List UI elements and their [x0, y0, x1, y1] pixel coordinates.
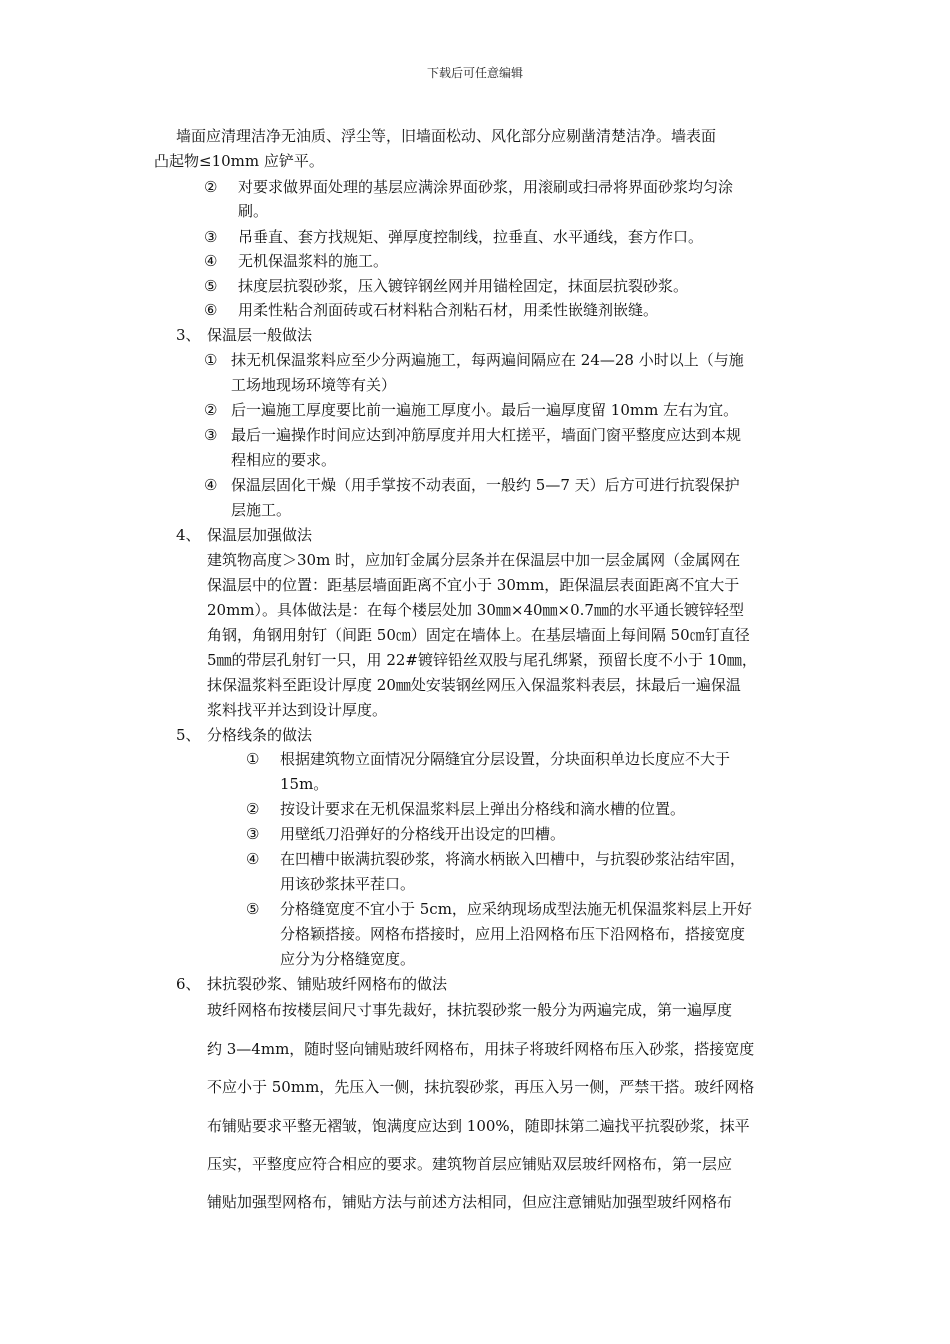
list-item-line: 对要求做界面处理的基层应满涂界面砂浆，用滚刷或扫帚将界面砂浆均匀涂	[238, 178, 734, 196]
paragraph-line: 凸起物≤10mm 应铲平。	[154, 152, 324, 170]
paragraph-line: 玻纤网格布按楼层间尺寸事先裁好，抹抗裂砂浆一般分为两遍完成，第一遍厚度	[207, 1001, 733, 1019]
list-item-line: 抹度层抗裂砂浆，压入镀锌钢丝网并用锚栓固定，抹面层抗裂砂浆。	[238, 277, 689, 295]
list-marker: ⑤	[246, 900, 260, 918]
list-item-line: 15m。	[280, 775, 329, 793]
list-marker: ④	[204, 252, 218, 270]
list-item-line: 用柔性粘合剂面砖或石材料粘合剂粘石材，用柔性嵌缝剂嵌缝。	[238, 301, 659, 319]
list-item-line: 分格缝宽度不宜小于 5cm，应采纳现场成型法施无机保温浆料层上开好	[280, 900, 752, 918]
section-number: 4、	[176, 526, 201, 544]
list-item-line: 刷。	[238, 202, 269, 220]
section-number: 3、	[176, 326, 201, 344]
paragraph-line: 约 3—4mm，随时竖向铺贴玻纤网格布，用抹子将玻纤网格布压入砂浆，搭接宽度	[207, 1040, 755, 1058]
list-item-line: 根据建筑物立面情况分隔缝宜分层设置，分块面积单边长度应不大于	[280, 750, 731, 768]
section-title: 抹抗裂砂浆、铺贴玻纤网格布的做法	[207, 975, 448, 993]
list-item-line: 工场地现场环境等有关）	[231, 376, 397, 394]
paragraph-line: 压实，平整度应符合相应的要求。建筑物首层应铺贴双层玻纤网格布，第一层应	[207, 1155, 733, 1173]
paragraph-line: 保温层中的位置：距基层墙面距离不宜小于 30mm，距保温层表面距离不宜大于	[207, 576, 740, 594]
section-number: 6、	[176, 975, 201, 993]
section-number: 5、	[176, 726, 201, 744]
list-item-line: 层施工。	[231, 501, 292, 519]
paragraph-line: 5㎜的带层孔射钉一只，用 22#镀锌铅丝双股与尾孔绑紧，预留长度不小于 10㎜，	[207, 651, 757, 669]
paragraph-line: 角钢，角钢用射钉（间距 50㎝）固定在墙体上。在基层墙面上每间隔 50㎝钉直径	[207, 626, 750, 644]
list-item-line: 吊垂直、套方找规矩、弹厚度控制线，拉垂直、水平通线，套方作口。	[238, 228, 704, 246]
list-marker: ④	[246, 850, 260, 868]
paragraph-line: 20mm）。具体做法是：在每个楼层处加 30㎜×40㎜×0.7㎜的水平通长镀锌轻型	[207, 601, 744, 619]
list-marker: ③	[204, 426, 218, 444]
list-item-line: 按设计要求在无机保温浆料层上弹出分格线和滴水槽的位置。	[280, 800, 686, 818]
list-marker: ①	[204, 351, 218, 369]
list-marker: ③	[204, 228, 218, 246]
paragraph-line: 建筑物高度＞30m 时，应加钉金属分层条并在保温层中加一层金属网（金属网在	[207, 551, 741, 569]
paragraph-line: 墙面应清理洁净无油质、浮尘等，旧墙面松动、风化部分应剔凿清楚洁净。墙表面	[176, 127, 717, 145]
list-item-line: 用壁纸刀沿弹好的分格线开出设定的凹槽。	[280, 825, 566, 843]
paragraph-line: 浆料找平并达到设计厚度。	[207, 701, 388, 719]
section-title: 分格线条的做法	[207, 726, 313, 744]
paragraph-line: 布铺贴要求平整无褶皱，饱满度应达到 100%，随即抹第二遍找平抗裂砂浆，抹平	[207, 1117, 750, 1135]
list-marker: ①	[246, 750, 260, 768]
paragraph-line: 铺贴加强型网格布，铺贴方法与前述方法相同，但应注意铺贴加强型玻纤网格布	[207, 1193, 733, 1211]
list-item-line: 后一遍施工厚度要比前一遍施工厚度小。最后一遍厚度留 10mm 左右为宜。	[231, 401, 739, 419]
list-item-line: 用该砂浆抹平茬口。	[280, 875, 416, 893]
list-marker: ②	[204, 401, 218, 419]
list-marker: ④	[204, 476, 218, 494]
list-item-line: 分格颖搭接。网格布搭接时，应用上沿网格布压下沿网格布，搭接宽度	[280, 925, 746, 943]
list-marker: ③	[246, 825, 260, 843]
list-item-line: 抹无机保温浆料应至少分两遍施工，每两遍间隔应在 24—28 小时以上（与施	[231, 351, 744, 369]
list-item-line: 保温层固化干燥（用手掌按不动表面，一般约 5—7 天）后方可进行抗裂保护	[231, 476, 740, 494]
list-marker: ②	[246, 800, 260, 818]
paragraph-line: 抹保温浆料至距设计厚度 20㎜处安装钢丝网压入保温浆料表层，抹最后一遍保温	[207, 676, 741, 694]
page-header-note: 下载后可任意编辑	[426, 66, 523, 80]
list-marker: ⑤	[204, 277, 218, 295]
list-item-line: 最后一遍操作时间应达到冲筋厚度并用大杠搓平，墙面门窗平整度应达到本规	[231, 426, 742, 444]
list-item-line: 程相应的要求。	[231, 451, 337, 469]
list-marker: ⑥	[204, 301, 218, 319]
section-title: 保温层一般做法	[207, 326, 313, 344]
paragraph-line: 不应小于 50mm，先压入一侧，抹抗裂砂浆，再压入另一侧，严禁干搭。玻纤网格	[207, 1078, 755, 1096]
list-marker: ②	[204, 178, 218, 196]
list-item-line: 应分为分格缝宽度。	[280, 950, 416, 968]
section-title: 保温层加强做法	[207, 526, 313, 544]
list-item-line: 在凹槽中嵌满抗裂砂浆，将滴水柄嵌入凹槽中，与抗裂砂浆沾结牢固，	[280, 850, 746, 868]
list-item-line: 无机保温浆料的施工。	[238, 252, 389, 270]
